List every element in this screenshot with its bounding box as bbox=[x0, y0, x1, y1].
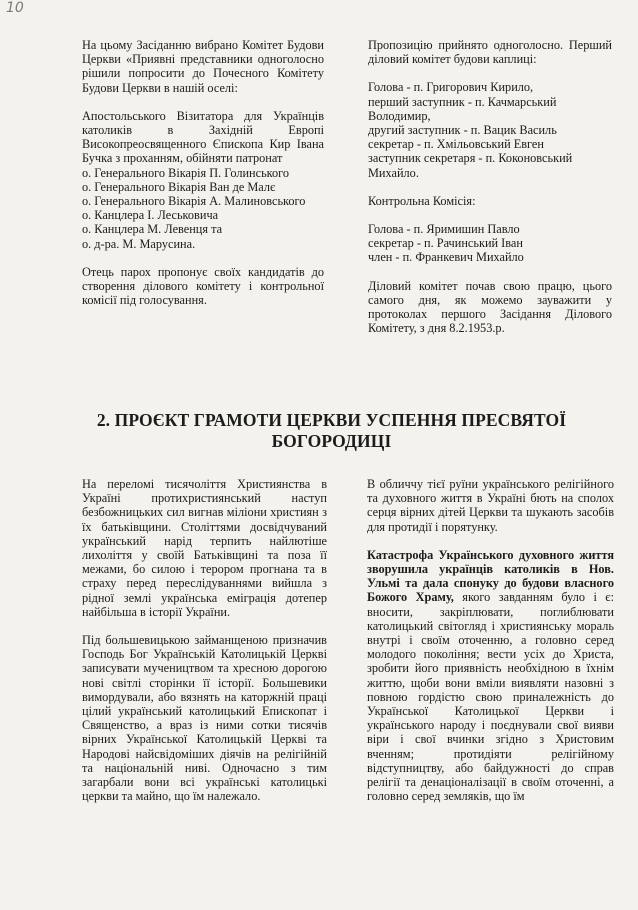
list-item: о. д-ра. М. Марусина. bbox=[82, 236, 196, 251]
paragraph-committee-work: Діловий комітет почав свою працю, цього самого дня, як можемо зауважити у протоколах першого Засідання Ділового Комітету, з дня 8.2.1953.р. bbox=[368, 278, 612, 336]
paragraph-millennium: На переломі тисячоліття Християнства в Україні протихристиянський наступ безбожницьких сил вигнав міліони християн з їх батьківщини. Століттями досвідчуваний український нарід терпить найлютіше лихоліття у своїй Батьківщині та поза її межами, бо силою і терором прогнана та в страху перед переслідуваннями вийшла з рідної землі українська еміграція дотепер найбільша в історії України. bbox=[82, 477, 327, 619]
catastrophe-rest-text: якого завданням було і є: вносити, закріплювати, поглиблювати католицький світогляд і християнську мораль внутрі і своїм оточенню, а головно серед молодого покоління; вести усіх до Христа, зробити його приявність необхідною в їхнім життю, щоби вони вміли виявляти назовні з повною гордістю свою приналежність до Української Католицької Церкви і українського народу і поєднували свої вияви віри і свої вчинки згідно з Христовим вченням; протидіяти релігійному відступництву, або байдужності до справ релігії та денаціоналізації в своїм оточенні, а головно серед земляків, що їм bbox=[367, 590, 614, 804]
paragraph-proposal-accepted: Пропозицію прийнято одноголосно. Перший діловий комітет будови каплиці: bbox=[368, 38, 612, 67]
business-committee-list bbox=[368, 80, 612, 179]
paragraph-committee-election: На цьому Засіданню вибрано Комітет Будови Церкви «Приявні представники одноголосно рішили попросити до Почесного Комітету Будови Церкви в нашій оселі: bbox=[82, 38, 324, 95]
paragraph-apostolic-visitor: Апостольського Візитатора для Українців католиків в Західній Европі Високопреосвященного Єпископа Кир Івана Бучка з проханням, обійняти патронат bbox=[82, 108, 324, 166]
list-item: другий заступник - п. Вацик Василь bbox=[368, 123, 557, 138]
top-left-column bbox=[82, 38, 324, 307]
list-item: член - п. Франкевич Михайло bbox=[368, 250, 524, 265]
list-item: заступник секретаря - п. Коконовський Михайло. bbox=[368, 151, 573, 180]
list-item: о. Генерального Вікарія Ван де Малє bbox=[82, 179, 276, 194]
paragraph-bolshevik-occupation: Під большевицькою займанщеною призначив Господь Бог Українській Католицькій Церкві записувати мучеництвом та хресною дорогою нові світлі сторінки її історії. Большевики вимордували, або вязнять на каторжній праці цілий український католицький Епископат і Священство, а враз із ними сотки тисячів вірних Української Католицькій Церкві та Народові найсвідоміших діячів на релігійній та національній ниві. Одночасно з тим загарбали вони всі українські католицькі церкви та майно, що їм належало. bbox=[82, 633, 327, 804]
list-item: Голова - п. Яримишин Павло bbox=[368, 222, 520, 237]
list-item: о. Канцлера М. Левенця та bbox=[82, 222, 223, 237]
top-right-column bbox=[368, 38, 612, 335]
list-item: секретар - п. Хмільовський Евген bbox=[368, 137, 544, 152]
paragraph-candidates: Отець парох пропонує своїх кандидатів до створення ділового комітету і контрольної комісії під голосування. bbox=[82, 264, 324, 308]
page-number: 10 bbox=[6, 0, 24, 16]
paragraph-catastrophe bbox=[367, 548, 614, 804]
list-item: о. Генерального Вікарія А. Малиновського bbox=[82, 194, 306, 209]
honorary-committee-list bbox=[82, 166, 324, 251]
list-item: о. Канцлера І. Леськовича bbox=[82, 208, 219, 223]
section-heading: 2. ПРОЄКТ ГРАМОТИ ЦЕРКВИ УСПЕННЯ ПРЕСВЯТОЇ БОГОРОДИЦІ bbox=[96, 410, 567, 451]
list-item: о. Генерального Вікарія П. Голинського bbox=[82, 165, 290, 180]
bottom-left-column bbox=[82, 477, 327, 803]
catastrophe-bold-text: Катастрофа Українського духовного життя зворушила українців католиків в Нов. Ульмі та дала спонуку до будови власного Божого Храму, bbox=[367, 547, 614, 605]
list-item: перший заступник - п. Качмарський Володимир, bbox=[368, 94, 557, 123]
list-item: Голова - п. Григорович Кирило, bbox=[368, 80, 534, 95]
list-item: секретар - п. Рачинський Іван bbox=[368, 236, 523, 251]
control-commission-list bbox=[368, 222, 612, 265]
bottom-right-column bbox=[367, 477, 614, 803]
control-commission-title: Контрольна Комісія: bbox=[368, 193, 476, 208]
paragraph-ruin: В обличчу тієї руїни українського релігійного та духовного життя в Україні бють на сполох серця вірних дітей Церкви та шукають засобів для протидії і порятунку. bbox=[367, 477, 614, 534]
